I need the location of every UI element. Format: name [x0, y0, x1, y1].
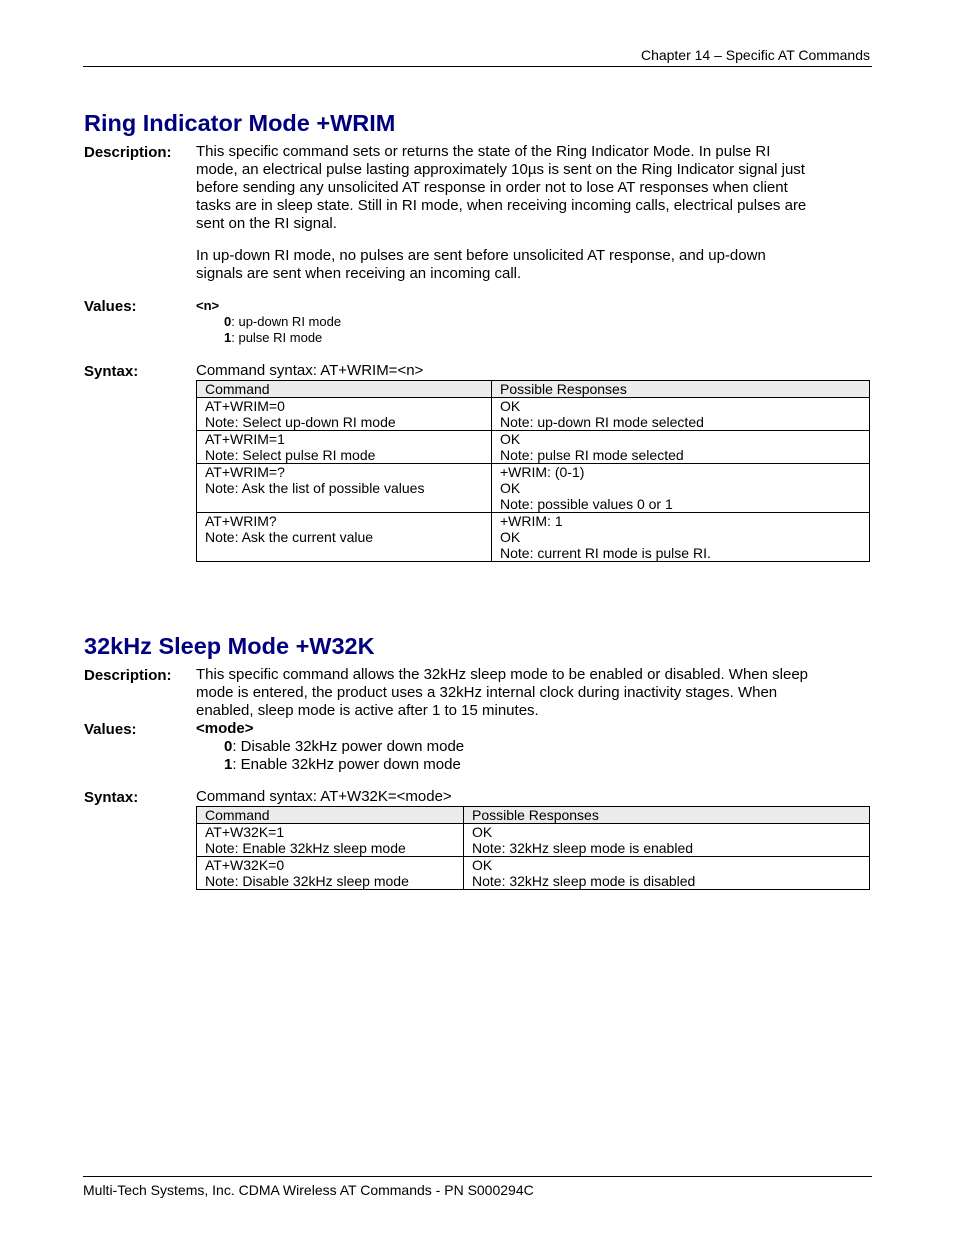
text-line: enabled, sleep mode is active after 1 to 15 minutes.	[196, 702, 539, 719]
wrim-command-table	[196, 380, 870, 562]
table-header-row	[197, 807, 870, 824]
chapter-title: Chapter 14 – Specific AT Commands	[640, 47, 870, 63]
param-name: <mode>	[196, 720, 254, 737]
text-line: sent on the RI signal.	[196, 215, 337, 232]
response-cell	[464, 857, 870, 890]
cell-line: AT+W32K=1	[205, 824, 285, 840]
text-line: signals are sent when receiving an incoming call.	[196, 265, 522, 282]
wrim-description-label: Description:	[84, 144, 172, 161]
cell-line: Note: Ask the list of possible values	[205, 480, 425, 496]
w32k-description-label: Description:	[84, 667, 172, 684]
w32k-values-label: Values:	[84, 721, 137, 738]
wrim-syntax-label: Syntax:	[84, 363, 139, 380]
param-name: <n>	[196, 298, 220, 313]
cell-line: +WRIM: 1	[500, 513, 563, 529]
cell-line: AT+WRIM=0	[205, 398, 285, 414]
table-row	[197, 398, 870, 431]
page-header	[83, 47, 872, 67]
cell-line: OK	[472, 857, 493, 873]
section-title-w32k: 32kHz Sleep Mode +W32K	[84, 633, 375, 659]
wrim-values-label: Values:	[84, 298, 137, 315]
value-text: : pulse RI mode	[231, 330, 323, 345]
text-line: mode is entered, the product uses a 32kHz internal clock during inactivity stages. When	[196, 684, 778, 701]
text-line: tasks are in sleep state. Still in RI mode, when receiving incoming calls, electrical pulses are	[196, 197, 807, 214]
w32k-values	[196, 720, 464, 774]
cell-line: Note: Enable 32kHz sleep mode	[205, 840, 406, 856]
table-header-cell: Command	[197, 807, 464, 824]
table-header-cell: Possible Responses	[464, 807, 870, 824]
value-num: 0	[224, 314, 232, 329]
value-num: 1	[224, 756, 233, 773]
table-row	[197, 857, 870, 890]
cell-line: OK	[500, 529, 521, 545]
command-cell	[197, 431, 492, 464]
cell-line: Note: up-down RI mode selected	[500, 414, 704, 430]
command-cell	[197, 824, 464, 857]
text-line: In up-down RI mode, no pulses are sent before unsolicited AT response, and up-down	[196, 247, 766, 264]
wrim-description-2	[196, 247, 766, 283]
w32k-syntax: Command syntax: AT+W32K=<mode>	[196, 788, 452, 805]
command-cell	[197, 857, 464, 890]
response-cell	[492, 464, 870, 513]
cell-line: AT+W32K=0	[205, 857, 285, 873]
cell-line: Note: Disable 32kHz sleep mode	[205, 873, 409, 889]
response-cell	[492, 513, 870, 562]
table-row	[197, 824, 870, 857]
w32k-description	[196, 666, 808, 720]
value-num: 0	[224, 738, 233, 755]
wrim-description	[196, 143, 806, 233]
cell-line: OK	[500, 431, 521, 447]
table-header-row	[197, 381, 870, 398]
response-cell	[492, 431, 870, 464]
cell-line: +WRIM: (0-1)	[500, 464, 585, 480]
cell-line: OK	[500, 398, 521, 414]
cell-line: AT+WRIM=?	[205, 464, 285, 480]
wrim-values	[196, 298, 341, 346]
cell-line: OK	[500, 480, 521, 496]
table-row	[197, 464, 870, 513]
w32k-command-table	[196, 806, 870, 890]
value-item	[196, 330, 341, 346]
value-text: : Disable 32kHz power down mode	[232, 738, 465, 755]
wrim-syntax: Command syntax: AT+WRIM=<n>	[196, 362, 424, 379]
cell-line: Note: current RI mode is pulse RI.	[500, 545, 711, 561]
value-item	[196, 314, 341, 330]
cell-line: Note: 32kHz sleep mode is enabled	[472, 840, 694, 856]
table-header-cell: Command	[197, 381, 492, 398]
cell-line: AT+WRIM?	[205, 513, 277, 529]
text-line: before sending any unsolicited AT response in order not to lose AT responses when client	[196, 179, 788, 196]
section-title-wrim: Ring Indicator Mode +WRIM	[84, 110, 396, 136]
cell-line: Note: Select up-down RI mode	[205, 414, 396, 430]
cell-line: OK	[472, 824, 493, 840]
text-line: This specific command sets or returns the state of the Ring Indicator Mode. In pulse RI	[196, 143, 771, 160]
cell-line: Note: Ask the current value	[205, 529, 374, 545]
text-line: mode, an electrical pulse lasting approximately 10µs is sent on the Ring Indicator signal just	[196, 161, 805, 178]
cell-line: Note: pulse RI mode selected	[500, 447, 684, 463]
command-cell	[197, 398, 492, 431]
cell-line: Note: 32kHz sleep mode is disabled	[472, 873, 696, 889]
table-row	[197, 431, 870, 464]
response-cell	[492, 398, 870, 431]
cell-line: Note: Select pulse RI mode	[205, 447, 376, 463]
value-text: : Enable 32kHz power down mode	[232, 756, 461, 773]
value-item	[196, 738, 464, 756]
text-line: This specific command allows the 32kHz sleep mode to be enabled or disabled. When sleep	[196, 666, 808, 683]
value-item	[196, 756, 464, 774]
response-cell	[464, 824, 870, 857]
command-cell	[197, 513, 492, 562]
w32k-syntax-label: Syntax:	[84, 789, 139, 806]
cell-line: AT+WRIM=1	[205, 431, 285, 447]
table-header-cell: Possible Responses	[492, 381, 870, 398]
footer-text: Multi-Tech Systems, Inc. CDMA Wireless AT Commands - PN S000294C	[83, 1182, 534, 1198]
cell-line: Note: possible values 0 or 1	[500, 496, 673, 512]
command-cell	[197, 464, 492, 513]
value-text: : up-down RI mode	[231, 314, 342, 329]
page-footer	[83, 1176, 872, 1198]
table-row	[197, 513, 870, 562]
value-num: 1	[224, 330, 232, 345]
